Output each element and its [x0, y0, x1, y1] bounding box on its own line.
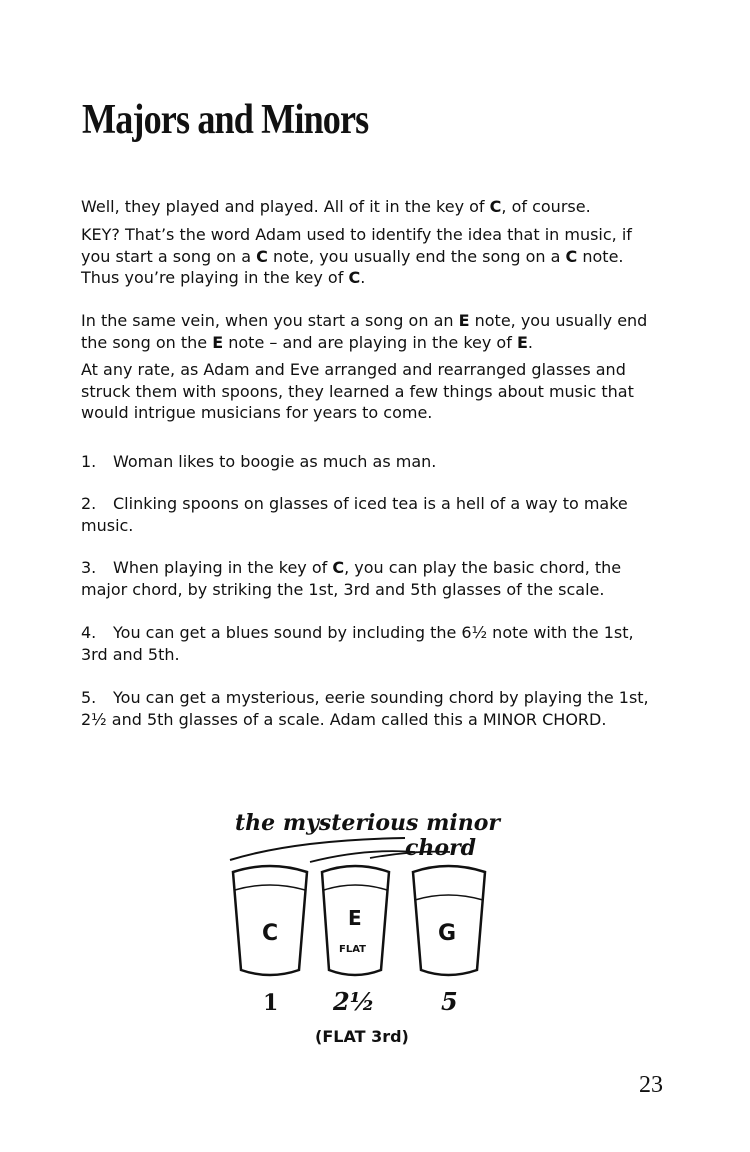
list-item-4 — [81, 622, 659, 665]
note-letter: C — [565, 246, 578, 266]
note-letter: E — [458, 311, 470, 330]
paragraph-4: At any rate, as Adam and Eve arranged and rearranged glasses and struck them with spoons, they learned a few things about music that would intrigue musicians for years to come. — [81, 360, 634, 422]
list-number: 1. — [81, 452, 97, 471]
glass-note: E — [348, 906, 362, 930]
water-line-icon — [235, 885, 305, 890]
water-line-icon — [415, 895, 483, 900]
text-run: note – and are playing in the key of — [223, 332, 517, 352]
glass-sub-label: FLAT — [339, 944, 366, 955]
page-title: Majors and Minors — [82, 97, 369, 143]
paragraph-1 — [81, 196, 659, 218]
text-run: KEY? That’s the word Adam used to identify the idea that in music, if you start a song on a — [81, 225, 632, 266]
text-run: In the same vein, when you start a song on an — [81, 311, 459, 330]
list-item-2 — [81, 493, 659, 536]
illustration-caption-line2: chord — [405, 835, 477, 861]
glass-number: 2½ — [333, 987, 375, 1016]
glass-e-flat — [315, 866, 409, 1046]
text-run: , you can play the basic chord, the major chord, by striking the 1st, 3rd and 5th glasses of the scale. — [81, 558, 622, 599]
list-number: 3. — [81, 558, 97, 577]
list-item-5 — [81, 687, 659, 730]
glass-c — [233, 866, 307, 1016]
glass-number: 1 — [263, 990, 279, 1016]
text-run: Well, they played and played. All of it in the key of — [81, 197, 490, 216]
list-text: You can get a blues sound by including the 6½ note with the 1st, 3rd and 5th. — [81, 623, 634, 664]
glass-number: 5 — [441, 987, 458, 1016]
note-letter: E — [212, 332, 224, 352]
glass-g — [413, 866, 485, 1016]
list-item-1 — [81, 451, 659, 473]
list-text: You can get a mysterious, eerie sounding chord by playing the 1st, 2½ and 5th glasses of a scale. Adam called this a MINOR CHORD. — [81, 688, 649, 729]
glass-note: C — [262, 921, 279, 946]
list-number: 4. — [81, 623, 97, 642]
minor-chord-illustration — [215, 800, 525, 1060]
page-number: 23 — [639, 1072, 663, 1098]
note-letter: C — [348, 268, 361, 287]
list-number: 5. — [81, 688, 97, 707]
list-item-3 — [81, 557, 659, 600]
text-run: note. Thus you’re playing in the key of — [81, 246, 624, 287]
paragraph-2 — [81, 224, 659, 289]
list-text: Woman likes to boogie as much as man. — [113, 452, 437, 471]
note-letter: E — [516, 332, 528, 352]
text-run: . — [360, 268, 366, 287]
glass-footnote: (FLAT 3rd) — [315, 1027, 409, 1046]
note-letter: C — [332, 558, 345, 577]
list-text: Clinking spoons on glasses of iced tea is a hell of a way to make music. — [81, 494, 628, 535]
bracket-line-icon — [310, 851, 415, 862]
glass-note: G — [438, 921, 457, 946]
text-run: When playing in the key of — [113, 558, 333, 577]
illustration-caption-line1: the mysterious minor — [235, 810, 500, 836]
note-letter: C — [256, 246, 268, 266]
water-line-icon — [324, 885, 387, 890]
text-run: , of course. — [501, 197, 591, 216]
text-run: note, you usually end the song on a — [267, 246, 566, 266]
paragraph-3 — [81, 310, 659, 353]
text-run: note, you usually end the song on the — [81, 311, 648, 352]
note-letter: C — [489, 197, 502, 216]
text-run: . — [527, 332, 533, 352]
list-number: 2. — [81, 494, 97, 513]
